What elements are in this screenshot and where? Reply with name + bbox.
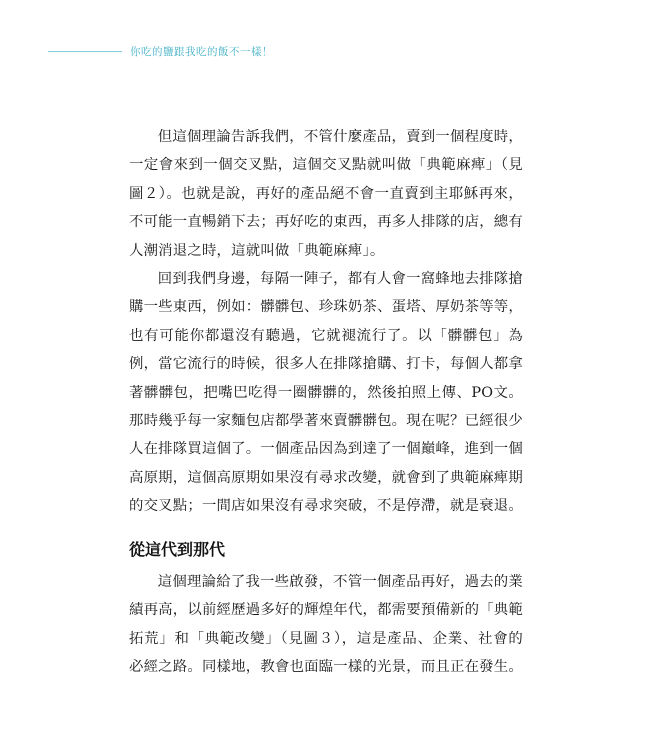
section-2-body [129,568,523,682]
running-title: 你吃的鹽跟我吃的飯不一樣！ [130,46,273,58]
section-heading: 從這代到那代 [129,540,226,559]
section-1-body [129,123,523,521]
running-header [48,44,273,59]
paragraph: 這個理論給了我一些啟發，不管一個產品再好，過去的業績再高，以前經歷過多好的輝煌年代，都需要預備新的「典範拓荒」和「典範改變」（見圖３），這是產品、企業、社會的必經之路。同樣地，教會也面臨一樣的光景，而且正在發生。 [129,574,523,676]
paragraph: 但這個理論告訴我們，不管什麼產品，賣到一個程度時，一定會來到一個交叉點，這個交叉點就叫做「典範麻痺」（見圖２）。也就是說，再好的產品絕不會一直賣到主耶穌再來，不可能一直暢銷下去；再好吃的東西，再多人排隊的店，總有人潮消退之時，這就叫做「典範麻痺」。 [129,129,523,259]
paragraph: 回到我們身邊，每隔一陣子，都有人會一窩蜂地去排隊搶購一些東西，例如：髒髒包、珍珠奶茶、蛋塔、厚奶茶等等，也有可能你都還沒有聽過，它就褪流行了。以「髒髒包」為例，當它流行的時候，很多人在排隊搶購、打卡，每個人都拿著髒髒包，把嘴巴吃得一圈髒髒的，然後拍照上傳、PO文。那時幾乎每一家麵包店都學著來賣髒髒包。現在呢？已經很少人在排隊買這個了。一個產品因為到達了一個巔峰，進到一個高原期，這個高原期如果沒有尋求改變，就會到了典範麻痺期的交叉點；一間店如果沒有尋求突破，不是停滯，就是衰退。 [129,271,523,515]
header-rule [48,51,122,52]
